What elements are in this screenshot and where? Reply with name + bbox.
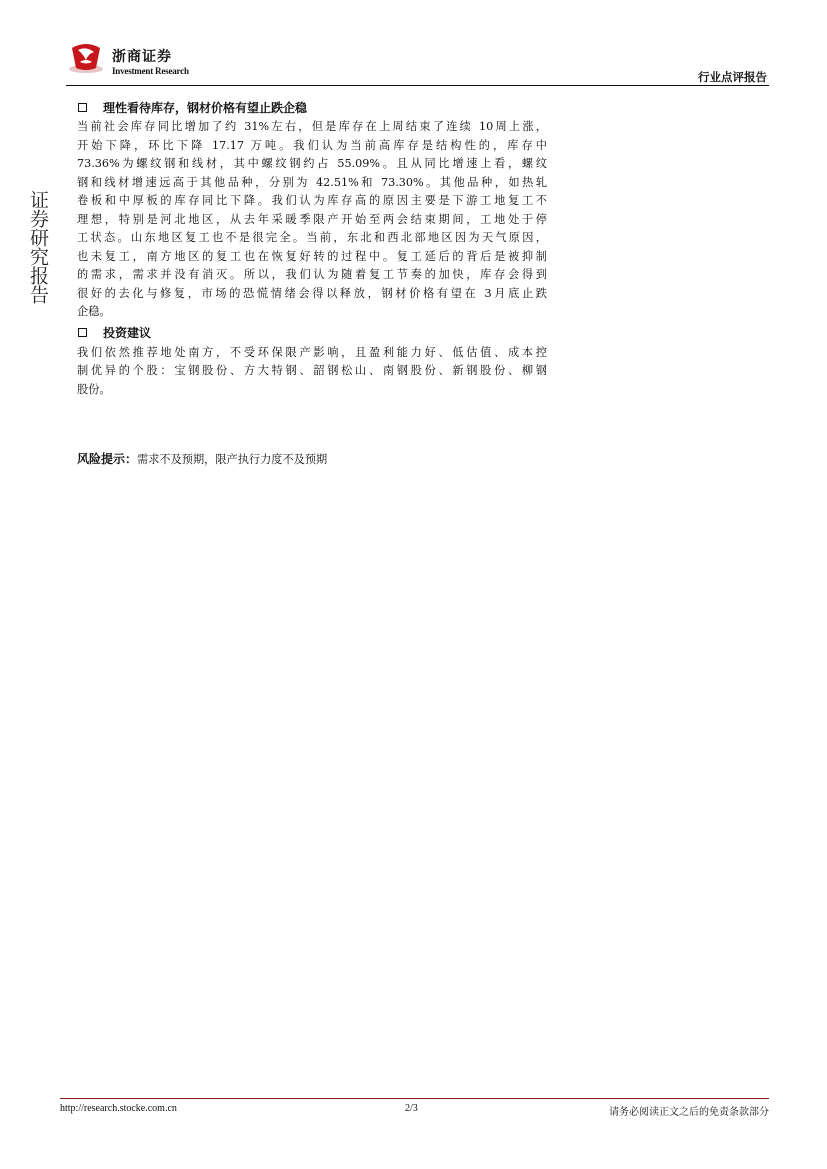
footer-divider	[60, 1098, 769, 1099]
section-paragraph	[77, 344, 547, 400]
brand-name-cn: 浙商证券	[112, 49, 172, 65]
paragraph-line: 也未复工，南方地区的复工也在恢复好转的过程中。复工延后的背后是被抑制	[77, 249, 547, 263]
risk-label: 风险提示：	[77, 452, 138, 466]
paragraph-line: 钢和线材增速远高于其他品种，分别为 42.51%和 73.30%。其他品种，如热轧	[77, 175, 547, 189]
section-heading	[77, 322, 547, 344]
checkbox-bullet-icon	[78, 103, 87, 112]
zheshang-logo-icon	[66, 40, 106, 76]
paragraph-line: 股份。	[77, 382, 111, 396]
paragraph-line: 制优异的个股：宝钢股份、方大特钢、韶钢松山、南钢股份、新钢股份、柳钢	[77, 364, 547, 377]
paragraph-line: 卷板和中厚板的库存同比下降。我们认为库存高的原因主要是下游工地复工不	[77, 194, 547, 207]
section-heading	[77, 96, 547, 118]
paragraph-line: 工状态。山东地区复工也不是很完全。当前，东北和西北部地区因为天气原因，	[77, 231, 547, 244]
footer-disclaimer: 请务必阅读正文之后的免责条款部分	[609, 1107, 769, 1118]
checkbox-bullet-icon	[78, 328, 87, 337]
paragraph-line: 开始下降，环比下降 17.17 万吨。我们认为当前高库存是结构性的，库存中	[77, 138, 547, 152]
section-paragraph	[77, 118, 547, 322]
header-divider	[66, 85, 769, 86]
paragraph-line: 的需求，需求并没有消灭。所以，我们认为随着复工节奏的加快，库存会得到	[77, 268, 547, 281]
section-inventory	[77, 96, 547, 322]
risk-note	[77, 450, 327, 467]
risk-text: 需求不及预期，限产执行力度不及预期	[137, 453, 328, 466]
paragraph-line: 当前社会库存同比增加了约 31%左右，但是库存在上周结束了连续 10周上涨，	[77, 120, 547, 133]
brand-name-en: Investment Research	[112, 66, 189, 76]
report-body	[77, 96, 547, 399]
paragraph-line: 73.36%为螺纹钢和线材，其中螺纹钢约占 55.09%。且从同比增速上看，螺纹	[77, 157, 547, 170]
paragraph-line: 我们依然推荐地处南方，不受环保限产影响，且盈利能力好、低估值、成本控	[77, 345, 547, 359]
side-label: 证券研究报告	[27, 190, 49, 304]
paragraph-line: 理想，特别是河北地区，从去年采暖季限产开始至两会结束期间，工地处于停	[77, 212, 547, 226]
paragraph-line: 企稳。	[77, 305, 111, 318]
report-type: 行业点评报告	[698, 70, 767, 84]
footer-url-link[interactable]: http://research.stocke.com.cn	[60, 1103, 177, 1114]
section-heading-text: 理性看待库存，钢材价格有望止跌企稳	[103, 100, 308, 115]
section-investment-advice	[77, 322, 547, 400]
page-number: 2/3	[405, 1103, 418, 1114]
section-heading-text: 投资建议	[103, 326, 152, 340]
paragraph-line: 很好的去化与修复，市场的恐慌情绪会得以释放，钢材价格有望在 3月底止跌	[77, 286, 547, 300]
